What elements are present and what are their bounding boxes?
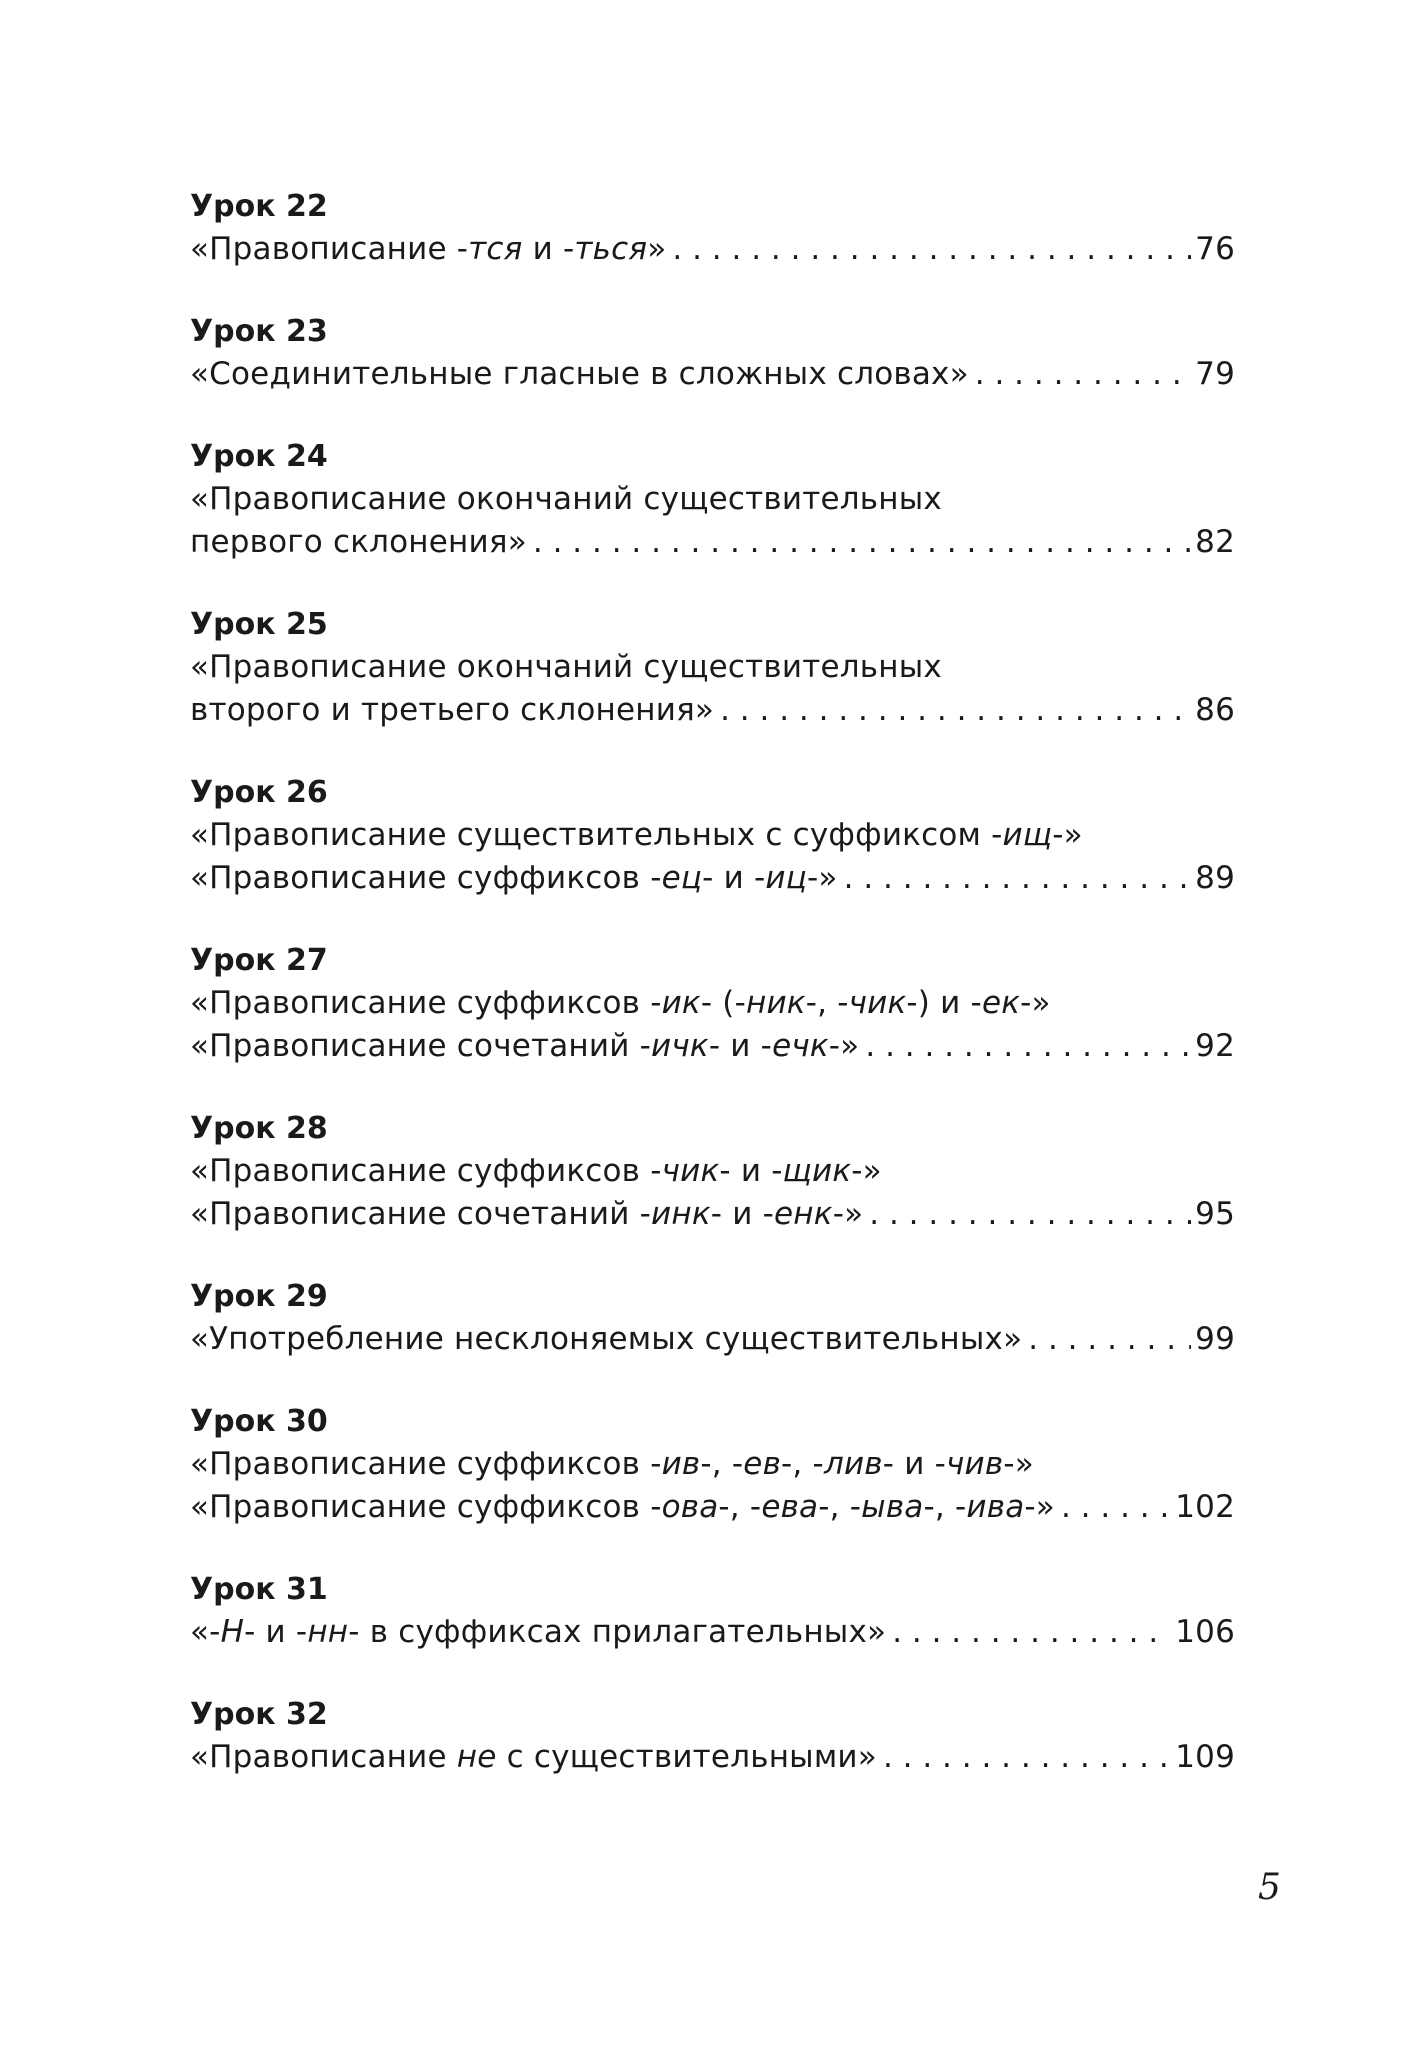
title-segment: -) и - xyxy=(906,985,982,1021)
title-segment: -» xyxy=(1052,817,1083,853)
lesson-title-line xyxy=(190,1025,1235,1068)
lesson-title-line xyxy=(190,814,1235,857)
page-ref: 102 xyxy=(1175,1489,1235,1525)
title-segment: «Правописание суффиксов - xyxy=(190,985,662,1021)
page-ref: 92 xyxy=(1195,1028,1235,1064)
title-segment: - и - xyxy=(710,1196,775,1232)
lesson-title-text xyxy=(190,521,527,564)
lesson-title-line xyxy=(190,857,1235,900)
italic-morpheme: ник xyxy=(745,985,806,1021)
title-segment: -, - xyxy=(700,1446,744,1482)
lesson-title-text xyxy=(190,1443,1034,1486)
toc-entry xyxy=(190,311,1235,396)
title-segment: -» xyxy=(807,860,838,896)
lesson-title-text xyxy=(190,353,969,396)
title-segment: первого склонения» xyxy=(190,524,527,560)
toc-entry xyxy=(190,772,1235,900)
title-segment: «Правописание суффиксов - xyxy=(190,860,662,896)
page-ref: 82 xyxy=(1195,524,1235,560)
lesson-title-line xyxy=(190,1443,1235,1486)
lesson-title-text xyxy=(190,228,666,271)
page-ref: 106 xyxy=(1175,1614,1235,1650)
page-ref: 95 xyxy=(1195,1196,1235,1232)
italic-morpheme: Н xyxy=(220,1614,245,1650)
title-segment: «Правописание суффиксов - xyxy=(190,1446,662,1482)
lesson-title-line xyxy=(190,982,1235,1025)
dot-leader xyxy=(533,521,1191,564)
page-ref: 76 xyxy=(1195,231,1235,267)
italic-morpheme: ец xyxy=(661,860,703,896)
dot-leader xyxy=(672,228,1191,271)
title-segment: «Правописание сочетаний - xyxy=(190,1028,652,1064)
lesson-heading: Урок 22 xyxy=(190,189,328,224)
toc-entry xyxy=(190,1569,1235,1654)
title-segment: » xyxy=(647,231,667,267)
italic-morpheme: ев xyxy=(743,1446,782,1482)
lesson-title-line xyxy=(190,1736,1235,1779)
lesson-title-text xyxy=(190,1150,882,1193)
lesson-title-text xyxy=(190,1025,859,1068)
page-ref: 109 xyxy=(1175,1739,1235,1775)
toc-entry xyxy=(190,186,1235,271)
title-segment: - и - xyxy=(719,1153,783,1189)
toc-entry xyxy=(190,940,1235,1068)
dot-leader xyxy=(883,1736,1171,1779)
lesson-heading: Урок 26 xyxy=(190,775,328,810)
lesson-title-text xyxy=(190,982,1051,1025)
title-segment: «Соединительные гласные в сложных словах» xyxy=(190,356,969,392)
title-segment: -, - xyxy=(805,985,849,1021)
italic-morpheme: лив xyxy=(823,1446,883,1482)
italic-morpheme: ечк xyxy=(772,1028,829,1064)
lesson-title-line xyxy=(190,478,1235,521)
italic-morpheme: ик xyxy=(661,985,701,1021)
italic-morpheme: тся xyxy=(468,231,523,267)
lesson-title-line xyxy=(190,1486,1235,1529)
lesson-heading: Урок 24 xyxy=(190,439,328,474)
lesson-heading: Урок 31 xyxy=(190,1572,328,1607)
title-segment: «Правописание суффиксов - xyxy=(190,1489,662,1525)
title-segment: «Правописание окончаний существительных xyxy=(190,481,942,517)
lesson-heading: Урок 30 xyxy=(190,1404,328,1439)
lesson-heading: Урок 25 xyxy=(190,607,328,642)
italic-morpheme: чик xyxy=(661,1153,720,1189)
title-segment: «Правописание - xyxy=(190,231,469,267)
page-ref: 79 xyxy=(1195,356,1235,392)
dot-leader xyxy=(892,1611,1171,1654)
title-segment: второго и третьего склонения» xyxy=(190,692,715,728)
lesson-title-text xyxy=(190,857,838,900)
title-segment: -, - xyxy=(818,1489,862,1525)
title-segment: - и - xyxy=(244,1614,308,1650)
dot-leader xyxy=(720,689,1191,732)
toc-entry xyxy=(190,1108,1235,1236)
title-segment: -, - xyxy=(718,1489,762,1525)
toc-entry xyxy=(190,436,1235,564)
lesson-heading: Урок 23 xyxy=(190,314,328,349)
lesson-title-text xyxy=(190,646,942,689)
title-segment: -» xyxy=(832,1196,864,1232)
lesson-title-line xyxy=(190,689,1235,732)
lesson-heading: Урок 27 xyxy=(190,943,328,978)
title-segment: - и - xyxy=(708,1028,773,1064)
title-segment: -» xyxy=(851,1153,882,1189)
title-segment: -, - xyxy=(923,1489,967,1525)
lesson-title-line xyxy=(190,1318,1235,1361)
page-ref: 99 xyxy=(1195,1321,1235,1357)
lesson-title-text xyxy=(190,814,1083,857)
toc-entry xyxy=(190,1276,1235,1361)
title-segment: с существительными» xyxy=(496,1739,877,1775)
page-number: 5 xyxy=(1258,1867,1281,1908)
lesson-title-line xyxy=(190,353,1235,396)
lesson-heading: Урок 29 xyxy=(190,1279,328,1314)
title-segment: «Правописание существительных с суффиксом - xyxy=(190,817,1003,853)
italic-morpheme: ова xyxy=(661,1489,719,1525)
italic-morpheme: не xyxy=(456,1739,497,1775)
title-segment: -» xyxy=(1020,985,1051,1021)
italic-morpheme: чив xyxy=(946,1446,1004,1482)
lesson-title-text xyxy=(190,689,714,732)
italic-morpheme: ищ xyxy=(1002,817,1053,853)
italic-morpheme: ек xyxy=(981,985,1021,1021)
dot-leader xyxy=(1061,1486,1171,1529)
lesson-title-text xyxy=(190,1193,863,1236)
title-segment: «- xyxy=(190,1614,221,1650)
lesson-title-text xyxy=(190,1318,1022,1361)
title-segment: -, - xyxy=(781,1446,824,1482)
lesson-title-text xyxy=(190,1736,877,1779)
dot-leader xyxy=(869,1193,1191,1236)
italic-morpheme: ив xyxy=(661,1446,701,1482)
title-segment: «Правописание суффиксов - xyxy=(190,1153,662,1189)
table-of-contents xyxy=(190,186,1235,1819)
italic-morpheme: ичк xyxy=(651,1028,709,1064)
italic-morpheme: ться xyxy=(574,231,648,267)
title-segment: - и - xyxy=(702,860,766,896)
dot-leader xyxy=(975,353,1191,396)
page-ref: 89 xyxy=(1195,860,1235,896)
title-segment: - в суффиксах прилагательных» xyxy=(348,1614,887,1650)
lesson-title-text xyxy=(190,1486,1055,1529)
italic-morpheme: чик xyxy=(848,985,907,1021)
lesson-title-line xyxy=(190,228,1235,271)
title-segment: «Правописание сочетаний - xyxy=(190,1196,652,1232)
lesson-title-line xyxy=(190,1193,1235,1236)
lesson-title-line xyxy=(190,1611,1235,1654)
italic-morpheme: ева xyxy=(761,1489,819,1525)
italic-morpheme: ива xyxy=(966,1489,1025,1525)
title-segment: -» xyxy=(828,1028,860,1064)
lesson-title-text xyxy=(190,478,942,521)
dot-leader xyxy=(1028,1318,1191,1361)
title-segment: - и - xyxy=(882,1446,947,1482)
italic-morpheme: ыва xyxy=(861,1489,924,1525)
lesson-heading: Урок 28 xyxy=(190,1111,328,1146)
dot-leader xyxy=(865,1025,1191,1068)
italic-morpheme: нн xyxy=(307,1614,349,1650)
italic-morpheme: щик xyxy=(782,1153,852,1189)
lesson-heading: Урок 32 xyxy=(190,1697,328,1732)
title-segment: - (- xyxy=(700,985,746,1021)
toc-entry xyxy=(190,1401,1235,1529)
page-ref: 86 xyxy=(1195,692,1235,728)
lesson-title-text xyxy=(190,1611,886,1654)
lesson-title-line xyxy=(190,521,1235,564)
italic-morpheme: енк xyxy=(774,1196,833,1232)
lesson-title-line xyxy=(190,1150,1235,1193)
title-segment: «Правописание окончаний существительных xyxy=(190,649,942,685)
title-segment: -» xyxy=(1024,1489,1055,1525)
title-segment: -» xyxy=(1003,1446,1034,1482)
lesson-title-line xyxy=(190,646,1235,689)
dot-leader xyxy=(844,857,1192,900)
title-segment: «Правописание xyxy=(190,1739,457,1775)
title-segment: «Употребление несклоняемых существительных» xyxy=(190,1321,1023,1357)
title-segment: и - xyxy=(522,231,575,267)
italic-morpheme: инк xyxy=(651,1196,711,1232)
toc-entry xyxy=(190,1694,1235,1779)
italic-morpheme: иц xyxy=(765,860,808,896)
toc-entry xyxy=(190,604,1235,732)
